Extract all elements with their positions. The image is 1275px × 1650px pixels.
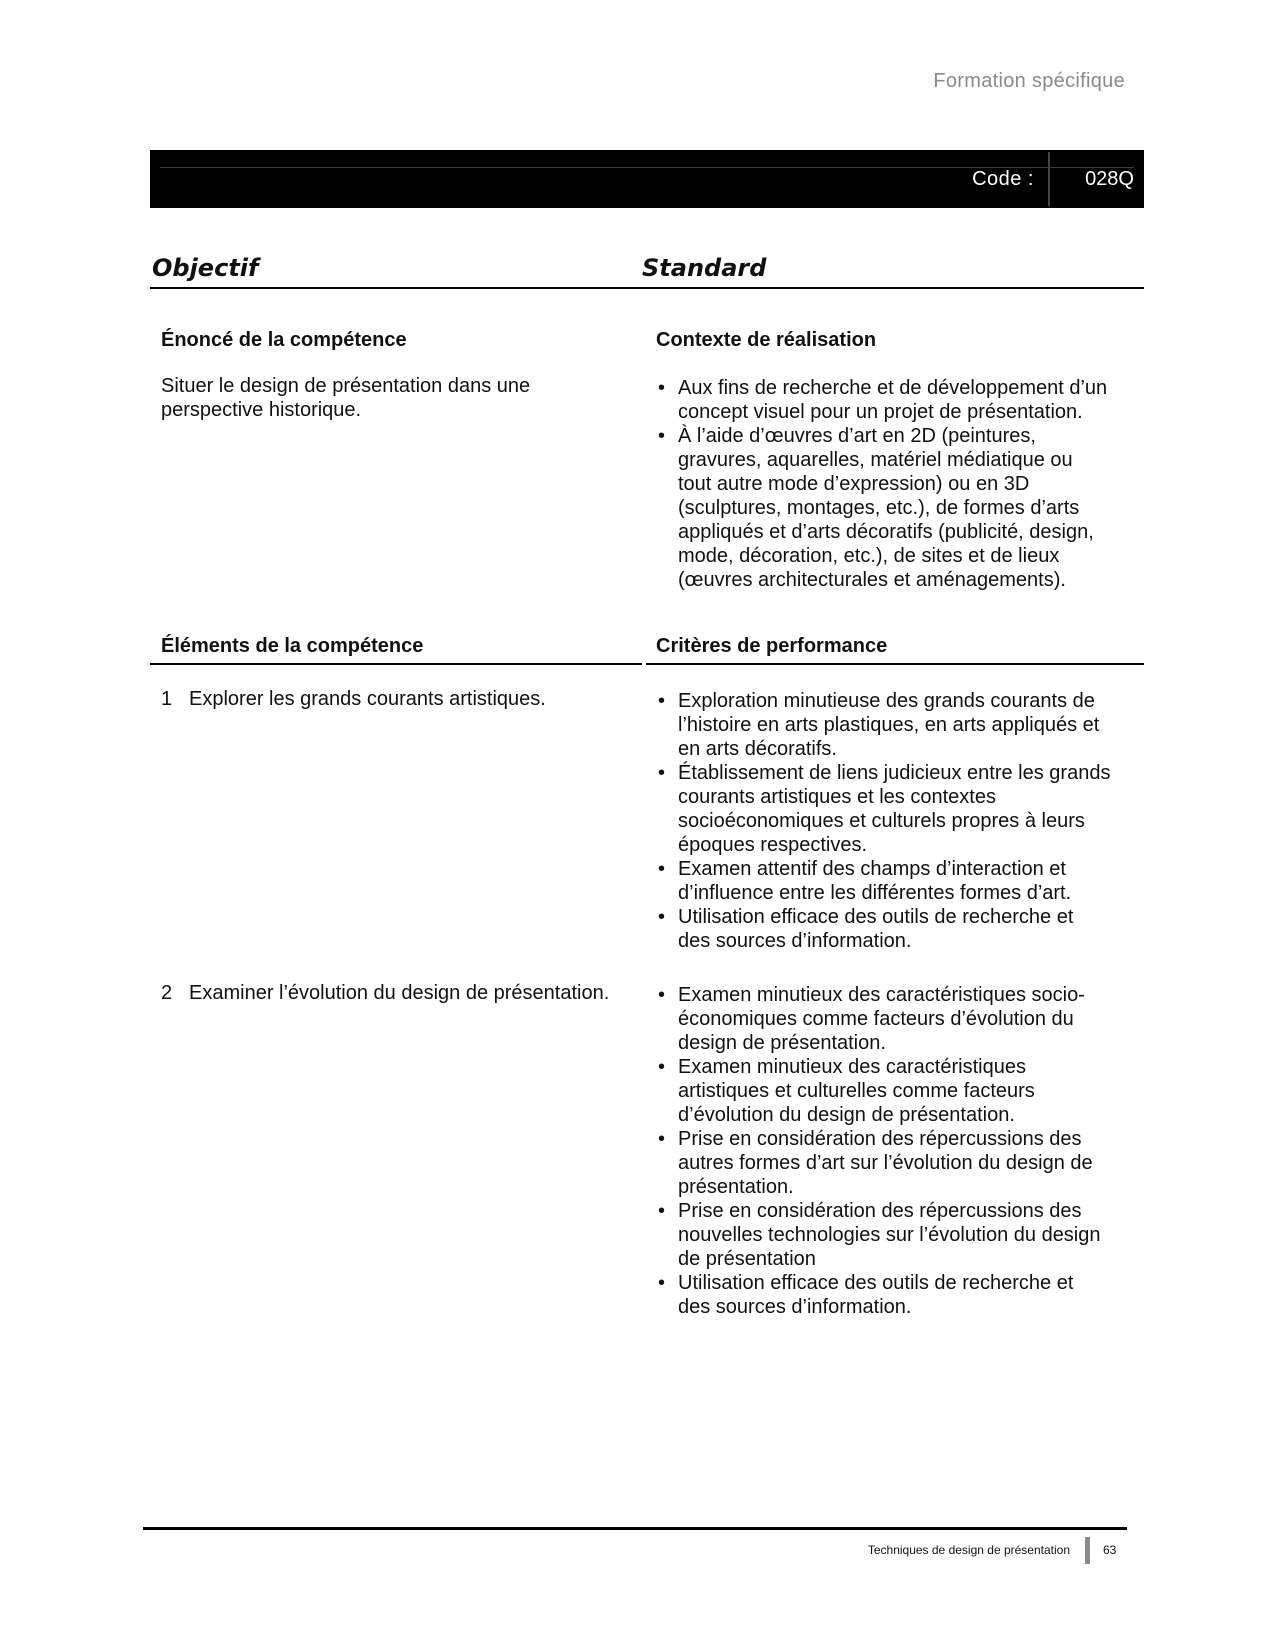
header-rule <box>150 287 1144 289</box>
list-item: • Aux fins de recherche et de développement d’un concept visuel pour un projet de présentation. <box>658 377 1108 423</box>
elements-rule <box>150 663 642 665</box>
code-value: 028Q <box>1085 168 1134 190</box>
running-head: Formation spécifique <box>933 70 1125 92</box>
list-item: • Utilisation efficace des outils de recherche et des sources d’information. <box>658 1272 1074 1318</box>
contexte-list <box>656 376 1111 592</box>
list-item: • Examen minutieux des caractéristiques socio-économiques comme facteurs d’évolution du design de présentation. <box>658 984 1085 1054</box>
list-item: • À l’aide d’œuvres d’art en 2D (peintures, gravures, aquarelles, matériel médiatique ou tout autre mode d’expression) ou en 3D (sculptures, montages, etc.), de formes d’arts appliqués et d’arts décoratifs (publicité, design, mode, décoration, etc.), de sites et de lieux (œuvres architecturales et aménagements). <box>658 425 1094 591</box>
list-item: • Prise en considération des répercussions des autres formes d’art sur l’évolution du design de présentation. <box>658 1128 1093 1198</box>
criteres-rule <box>646 663 1144 665</box>
contexte-heading: Contexte de réalisation <box>656 329 877 351</box>
footer-separator <box>1085 1537 1090 1564</box>
footer-title: Techniques de design de présentation <box>867 1543 1070 1557</box>
footer-rule <box>143 1527 1127 1530</box>
criteres-heading: Critères de performance <box>656 635 888 657</box>
list-item: • Examen attentif des champs d’interaction et d’influence entre les différentes formes d’art. <box>658 858 1072 904</box>
objectif-heading: Objectif <box>152 254 259 282</box>
elements-heading: Éléments de la compétence <box>161 635 424 657</box>
element-item: 1 Explorer les grands courants artistiques. <box>161 688 546 710</box>
list-item: • Exploration minutieuse des grands courants de l’histoire en arts plastiques, en arts appliqués et en arts décoratifs. <box>658 690 1100 760</box>
list-item: • Établissement de liens judicieux entre les grands courants artistiques et les contextes socioéconomiques et culturels propres à leurs époques respectives. <box>658 762 1111 856</box>
list-item: • Utilisation efficace des outils de recherche et des sources d’information. <box>658 906 1074 952</box>
criteres-list-1 <box>656 689 1111 953</box>
competence-line: perspective historique. <box>161 399 362 421</box>
criteres-list-2 <box>656 983 1111 1319</box>
competence-statement <box>161 374 530 422</box>
enonce-heading: Énoncé de la compétence <box>161 329 407 351</box>
competence-line: Situer le design de présentation dans une <box>161 375 531 397</box>
list-item: • Examen minutieux des caractéristiques artistiques et culturelles comme facteurs d’évolution du design de présentation. <box>658 1056 1035 1126</box>
page-number: 63 <box>1103 1543 1117 1557</box>
code-divider <box>1048 152 1050 206</box>
element-item: 2 Examiner l’évolution du design de présentation. <box>161 982 610 1004</box>
list-item: • Prise en considération des répercussions des nouvelles technologies sur l’évolution du design de présentation <box>658 1200 1101 1270</box>
code-bar <box>150 150 1144 208</box>
code-label: Code : <box>972 168 1034 190</box>
standard-heading: Standard <box>642 254 767 282</box>
